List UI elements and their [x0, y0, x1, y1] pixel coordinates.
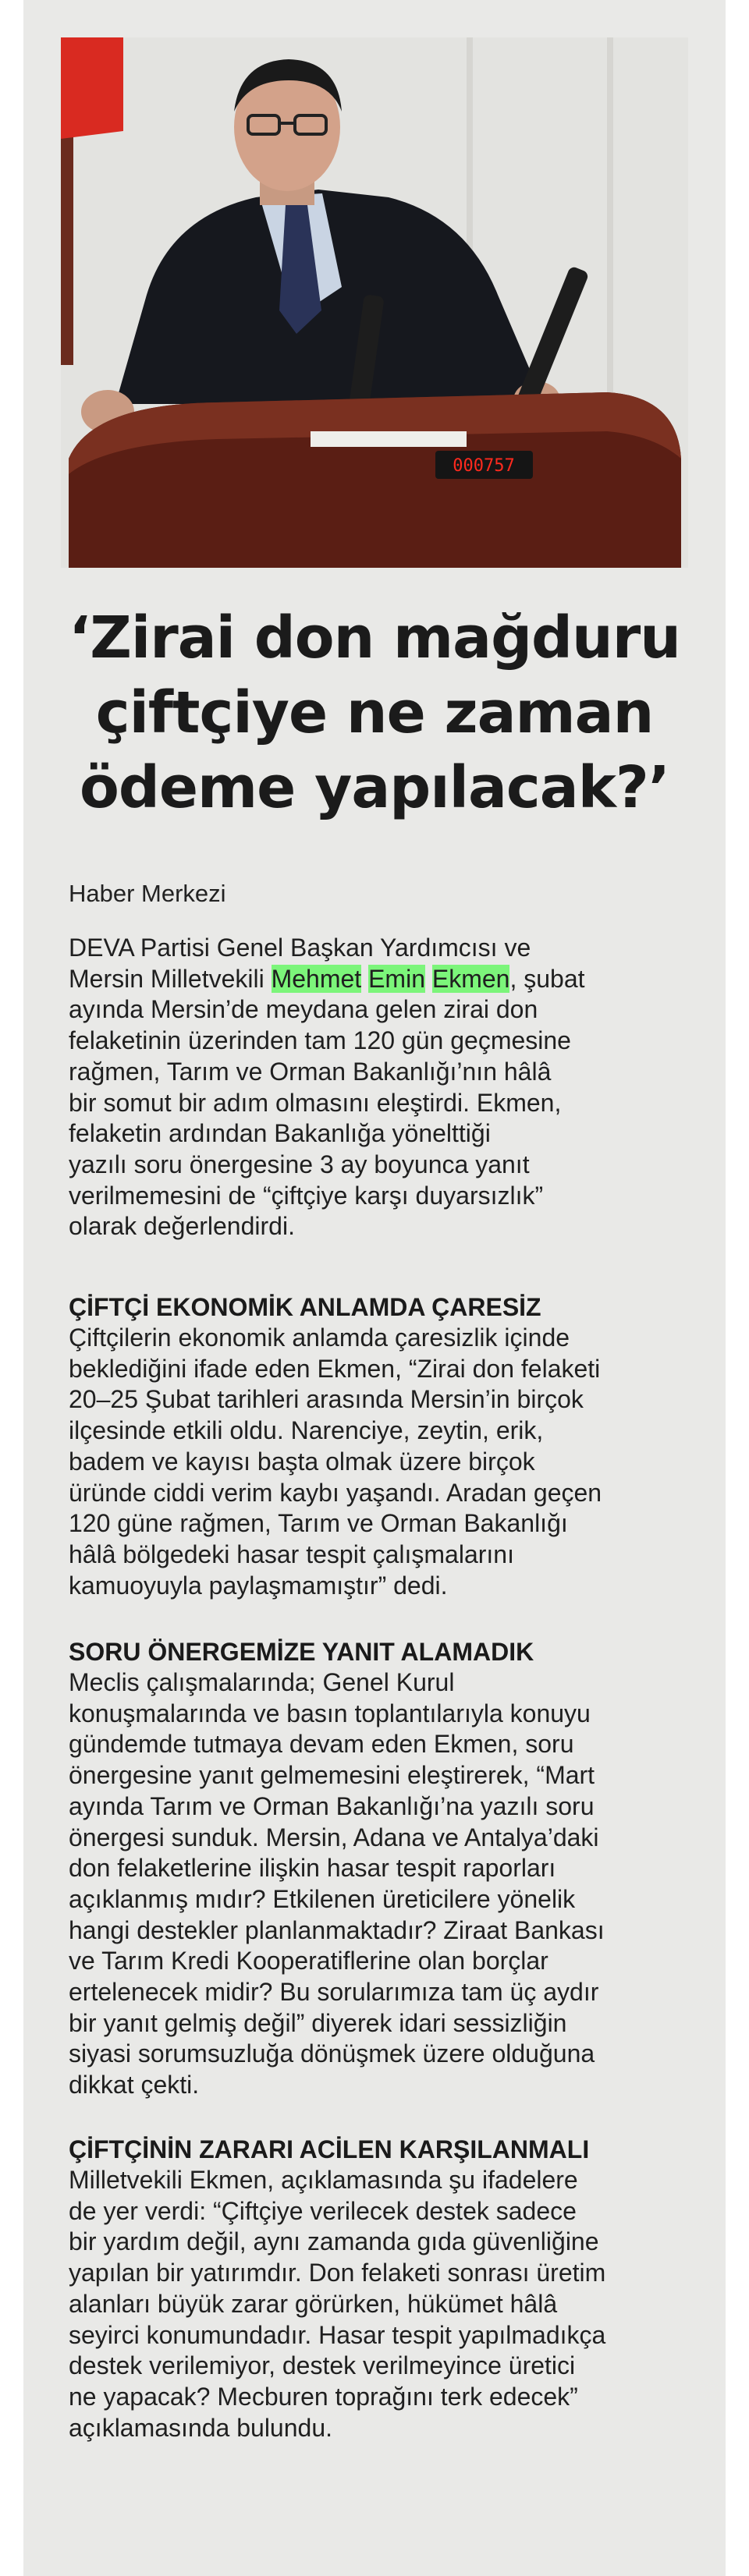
paragraph-line: ve Tarım Kredi Kooperatiflerine olan borçlar — [69, 1947, 548, 1975]
turkish-flag — [61, 37, 123, 139]
paragraph-line: önergesine yanıt gelmemesini eleştirerek, “Mart — [69, 1761, 595, 1790]
paragraph-line: Çiftçilerin ekonomik anlamda çaresizlik içinde — [69, 1323, 570, 1352]
headline-line-2: çiftçiye ne zaman — [95, 679, 654, 746]
highlighted-name: Emin — [368, 964, 425, 993]
text-fragment: , şubat — [509, 964, 585, 993]
paragraph-line: hangi destekler planlanmaktadır? Ziraat Bankası — [69, 1915, 605, 1944]
paragraph-line: Meclis çalışmalarında; Genel Kurul — [69, 1668, 455, 1696]
paragraph-line: don felaketlerine ilişkin hasar tespit raporları — [69, 1854, 556, 1883]
intro-line: felaketin ardından Bakanlığa yönelttiği — [69, 1119, 491, 1148]
section3-paragraph — [69, 2165, 693, 2443]
intro-line: DEVA Partisi Genel Başkan Yardımcısı ve — [69, 934, 531, 962]
headline-line-3: ödeme yapılacak?’ — [80, 754, 669, 821]
paragraph-line: bir yanıt gelmiş değil” diyerek idari sessizliğin — [69, 2008, 567, 2037]
paragraph-line: gündemde tutmaya devam eden Ekmen, soru — [69, 1730, 574, 1759]
paragraph-line: badem ve kayısı başta olmak üzere birçok — [69, 1447, 535, 1476]
paragraph-line: de yer verdi: “Çiftçiye verilecek destek sadece — [69, 2196, 577, 2225]
counter-text: 000757 — [453, 456, 515, 476]
paragraph-line: ayında Tarım ve Orman Bakanlığı’na yazılı soru — [69, 1791, 595, 1820]
paragraph-line: 20–25 Şubat tarihleri arasında Mersin’in birçok — [69, 1385, 584, 1414]
section1-paragraph — [69, 1323, 693, 1601]
highlighted-name: Mehmet — [271, 964, 362, 993]
paragraph-line: açıklamasında bulundu. — [69, 2413, 332, 2442]
paragraph-line: ne yapacak? Mecburen toprağını terk edecek” — [69, 2382, 578, 2411]
intro-line: olarak değerlendirdi. — [69, 1212, 295, 1241]
paragraph-line: dikkat çekti. — [69, 2071, 200, 2099]
paragraph-line: konuşmalarında ve basın toplantılarıyla konuyu — [69, 1699, 591, 1727]
paragraph-line: ertelenecek midir? Bu sorularımıza tam üç aydır — [69, 1978, 599, 2007]
intro-line: felaketinin üzerinden tam 120 gün geçmesine — [69, 1026, 571, 1055]
paragraph-line: yapılan bir yatırımdır. Don felaketi sonrası üretim — [69, 2259, 606, 2287]
paragraph-line: destek verilemiyor, destek verilmeyince üretici — [69, 2351, 576, 2380]
intro-line: bir somut bir adım olmasını eleştirdi. Ekmen, — [69, 1088, 562, 1117]
intro-line: rağmen, Tarım ve Orman Bakanlığı’nın hâlâ — [69, 1057, 552, 1086]
intro-line: ayında Mersin’de meydana gelen zirai don — [69, 995, 538, 1024]
intro-line: verilmemesini de “çiftçiye karşı duyarsızlık” — [69, 1181, 544, 1210]
paragraph-line: açıklanmış mıdır? Etkilenen üreticilere yönelik — [69, 1884, 576, 1913]
paragraph-line: üründe ciddi verim kaybı yaşandı. Aradan geçen — [69, 1478, 602, 1507]
paragraph-line: hâlâ bölgedeki hasar tespit çalışmalarını — [69, 1540, 514, 1568]
text-fragment: Mersin Milletvekili — [69, 964, 272, 993]
paragraph-line: kamuoyuyla paylaşmamıştır” dedi. — [69, 1571, 448, 1600]
section2-paragraph — [69, 1667, 693, 2101]
section-heading: ÇİFTÇİNİN ZARARI ACİLEN KARŞILANMALI — [69, 2135, 590, 2163]
paragraph-line: seyirci konumundadır. Hasar tespit yapılmadıkça — [69, 2320, 606, 2349]
headline — [55, 601, 694, 825]
newspaper-clipping — [23, 0, 726, 2576]
paragraph-line: ilçesinde etkili oldu. Narenciye, zeytin, erik, — [69, 1416, 544, 1445]
paragraph-line: önergesi sunduk. Mersin, Adana ve Antalya’daki — [69, 1823, 599, 1851]
intro-paragraph — [69, 933, 693, 1242]
section-heading: ÇİFTÇİ EKONOMİK ANLAMDA ÇARESİZ — [69, 1293, 541, 1321]
paragraph-line: alanları büyük zarar görürken, hükümet hâlâ — [69, 2289, 558, 2318]
speaker-illustration — [61, 37, 688, 568]
paragraph-line: bir yardım değil, aynı zamanda gıda güvenliğine — [69, 2227, 599, 2256]
paragraph-line: beklediğini ifade eden Ekmen, “Zirai don felaketi — [69, 1354, 601, 1383]
paragraph-line: Milletvekili Ekmen, açıklamasında şu ifadelere — [69, 2166, 578, 2194]
section-heading: SORU ÖNERGEMİZE YANIT ALAMADIK — [69, 1638, 534, 1666]
highlighted-name: Ekmen — [431, 964, 510, 993]
intro-line — [69, 964, 693, 995]
article-photo — [61, 37, 688, 568]
paragraph-line: 120 güne rağmen, Tarım ve Orman Bakanlığı — [69, 1509, 568, 1538]
intro-line: yazılı soru önergesine 3 ay boyunca yanıt — [69, 1150, 530, 1178]
headline-line-1: ‘Zirai don mağduru — [69, 604, 680, 671]
paragraph-line: siyasi sorumsuzluğa dönüşmek üzere olduğuna — [69, 2039, 595, 2068]
byline: Haber Merkezi — [69, 880, 226, 907]
